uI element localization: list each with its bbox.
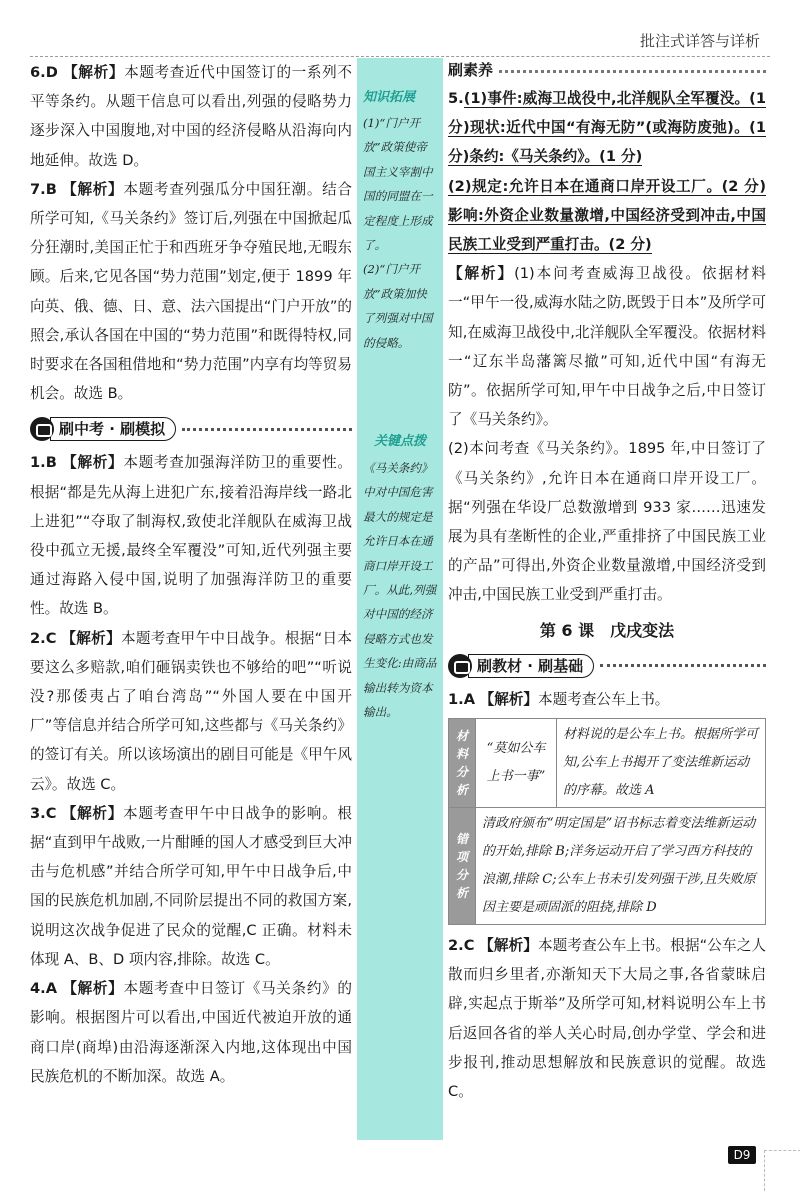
sidebar-note: 《马关条约》中对中国危害最大的规定是允许日本在通商口岸开设工厂。从此,列强对中国的经济侵略方式也发生变化:由商品输出转为资本输出。 xyxy=(363,461,437,720)
answer-item-3 xyxy=(30,799,352,974)
analysis-text: (2)本问考查《马关条约》。1895 年,中日签订了《马关条约》,允许日本在通商口岸开设工厂。据“列强在华设厂总数激增到 933 家……迅速发展为具有垄断性的企业,严重排挤了中国民族工业的产品”可得出,外资企业数量激增,中国经济受到冲击,中国民族工业受到严重打击。 xyxy=(448,440,766,604)
page-corner-decoration xyxy=(764,1150,800,1191)
analysis-text: (1)本问考查威海卫战役。依据材料一“甲午一役,威海水陆之防,既毁于日本”及所学可知,在威海卫战役中,北洋舰队全军覆没。依据材料一“辽东半岛藩篱尽撤”可知,近代中国“有海无防”。依据所学可知,甲午中日战争之后,中日签订了《马关条约》。 xyxy=(448,265,766,429)
analysis-text: 本题考查中日签订《马关条约》的影响。根据图片可以看出,中国近代被迫开放的通商口岸(商埠)由沿海逐渐深入内地,这体现出中国民族危机的不断加深。故选 A。 xyxy=(30,980,352,1085)
table-row xyxy=(449,719,766,808)
question-number: 6. xyxy=(30,64,46,81)
analysis-text: 本题考查列强瓜分中国狂潮。结合所学可知,《马关条约》签订后,列强在中国掀起瓜分狂潮时,美国正忙于和西班牙争夺殖民地,无暇东顾。后来,它见各国“势力范围”划定,便于 1899 年向英、俄、德、日、意、法六国提出“门户开放”的照会,承认各国在中国的“势力范围”和既得特权,同时要求在各国租借地和“势力范围”内享有均等贸易机会。故选 B。 xyxy=(30,180,352,403)
answer-letter: A xyxy=(463,690,475,708)
sidebar-note: (1)“门户开放”政策使帝国主义宰割中国的同盟在一定程度上形成了。 xyxy=(363,116,433,253)
analysis-tag: 【解析】 xyxy=(62,454,124,472)
sidebar-heading-key: 关键点拨 xyxy=(373,434,426,449)
running-header: 批注式详答与详析 xyxy=(639,32,760,50)
analysis-table xyxy=(448,718,766,925)
answer-item-2 xyxy=(448,931,766,1106)
section-label: 刷教材 · 刷基础 xyxy=(468,654,594,678)
answer-item-1 xyxy=(448,685,766,714)
answer-letter: B xyxy=(45,180,57,198)
page-number: D9 xyxy=(728,1146,756,1164)
analysis-tag: 【解析】 xyxy=(63,64,125,81)
book-icon xyxy=(448,654,472,678)
annotation-sidebar xyxy=(357,58,443,1140)
table-row-header: 材料分析 xyxy=(449,719,476,808)
table-row xyxy=(449,808,766,925)
analysis-tag: 【解析】 xyxy=(479,690,539,708)
question-number: 5. xyxy=(448,90,464,107)
analysis-text: 本题考查加强海洋防卫的重要性。根据“都是先从海上进犯广东,接着沿海岸线一路北上进犯”“夺取了制海权,致使北洋舰队在威海卫战役中孤立无援,最终全军覆没”可知,近代列强主要通过海路入侵中国,说明了加强海洋防卫的重要性。故选 B。 xyxy=(30,454,352,618)
answer-letter: A xyxy=(45,980,57,998)
analysis-text: 本题考查甲午中日战争。根据“日本要这么多赔款,咱们砸锅卖铁也不够给的吧”“听说没?那倭夷占了咱台湾岛”“外国人要在中国开厂”等信息并结合所学可知,这些都与《马关条约》的签订有关。所以该场演出的剧目可能是《甲午风云》。故选 C。 xyxy=(30,629,352,793)
lesson-title xyxy=(448,616,766,645)
sidebar-heading-knowledge: 知识拓展 xyxy=(363,90,416,105)
right-column xyxy=(448,58,766,1106)
section-label: 刷素养 xyxy=(448,61,494,80)
section-header-textbook xyxy=(448,651,766,681)
lesson-number: 第 6 课 xyxy=(539,620,595,640)
section-header-exam xyxy=(30,414,352,444)
analysis-tag: 【解析】 xyxy=(62,180,124,198)
left-column xyxy=(30,58,352,1091)
dotted-rule xyxy=(182,428,352,431)
analysis-text: 本题考查公车上书。 xyxy=(538,690,670,708)
section-label: 刷中考 · 刷模拟 xyxy=(50,417,176,441)
sidebar-note: (2)“门户开放”政策加快了列强对中国的侵略。 xyxy=(363,262,433,350)
analysis-tag: 【解析】 xyxy=(61,804,124,822)
question-number: 3. xyxy=(30,804,46,822)
answer-item-6 xyxy=(30,58,352,175)
question-number: 1. xyxy=(30,454,46,472)
analysis-tag: 【解析】 xyxy=(448,265,515,283)
table-row-header: 错项分析 xyxy=(449,808,476,925)
analysis-tag: 【解析】 xyxy=(62,980,124,998)
answer-part-2: (2)规定:允许日本在通商口岸开设工厂。(2 分)影响:外资企业数量激增,中国经济受到冲击,中国民族工业受到严重打击。(2 分) xyxy=(448,177,766,254)
answer-letter: D xyxy=(45,64,58,81)
answer-item-7 xyxy=(30,175,352,409)
question-number: 2. xyxy=(30,629,46,647)
question-number: 7. xyxy=(30,180,46,198)
question-number: 2. xyxy=(448,937,464,955)
answer-item-4 xyxy=(30,974,352,1091)
analysis-item-5 xyxy=(448,259,766,434)
analysis-tag: 【解析】 xyxy=(61,629,121,647)
dotted-rule xyxy=(600,664,766,667)
lesson-name: 戊戌变法 xyxy=(610,620,675,640)
table-cell: 清政府颁布“明定国是”诏书标志着变法维新运动的开始,排除 B;洋务运动开启了学习西方科技的浪潮,排除 C;公车上书未引发列强干涉,且失败原因主要是顽固派的阻挠,排除 D xyxy=(476,808,766,925)
answer-item-2 xyxy=(30,624,352,799)
analysis-text: 本题考查甲午中日战争的影响。根据“直到甲午战败,一片酣睡的国人才感受到巨大冲击与危机感”并结合所学可知,甲午中日战争后,中国的民族危机加剧,不同阶层提出不同的救国方案,说明这次战争促进了民众的觉醒,C 正确。材料未体现 A、B、D 项内容,排除。故选 C。 xyxy=(30,804,352,968)
analysis-item-5-part2 xyxy=(448,434,766,609)
table-cell: “莫如公车上书一事” xyxy=(476,719,557,808)
answer-item-5-part2 xyxy=(448,172,766,260)
analysis-text: 本题考查公车上书。根据“公车之人散而归乡里者,亦渐知天下大局之事,各省蒙昧启辟,实起点于斯举”及所学可知,材料说明公车上书后返回各省的举人关心时局,创办学堂、学会和进步报刊,推动思想解放和民族意识的觉醒。故选 C。 xyxy=(448,937,766,1101)
header-divider xyxy=(30,56,770,57)
analysis-tag: 【解析】 xyxy=(479,937,538,955)
question-number: 4. xyxy=(30,980,46,998)
table-cell: 材料说的是公车上书。根据所学可知,公车上书揭开了变法维新运动的序幕。故选 A xyxy=(557,719,766,808)
answer-letter: C xyxy=(45,804,57,822)
answer-item-1 xyxy=(30,448,352,623)
section-header-literacy xyxy=(448,58,766,84)
answer-letter: C xyxy=(463,937,475,955)
answer-letter: B xyxy=(45,454,57,472)
answer-item-5 xyxy=(448,84,766,172)
answer-letter: C xyxy=(45,629,57,647)
analysis-text: 本题考查近代中国签订的一系列不平等条约。从题干信息可以看出,列强的侵略势力逐步深入中国腹地,对中国的经济侵略从沿海向内地延伸。故选 D。 xyxy=(30,64,352,169)
answer-part-1: (1)事件:威海卫战役中,北洋舰队全军覆没。(1 分)现状:近代中国“有海无防”(或海防废弛)。(1 分)条约:《马关条约》。(1 分) xyxy=(448,90,766,166)
dotted-rule xyxy=(499,70,766,73)
question-number: 1. xyxy=(448,690,464,708)
